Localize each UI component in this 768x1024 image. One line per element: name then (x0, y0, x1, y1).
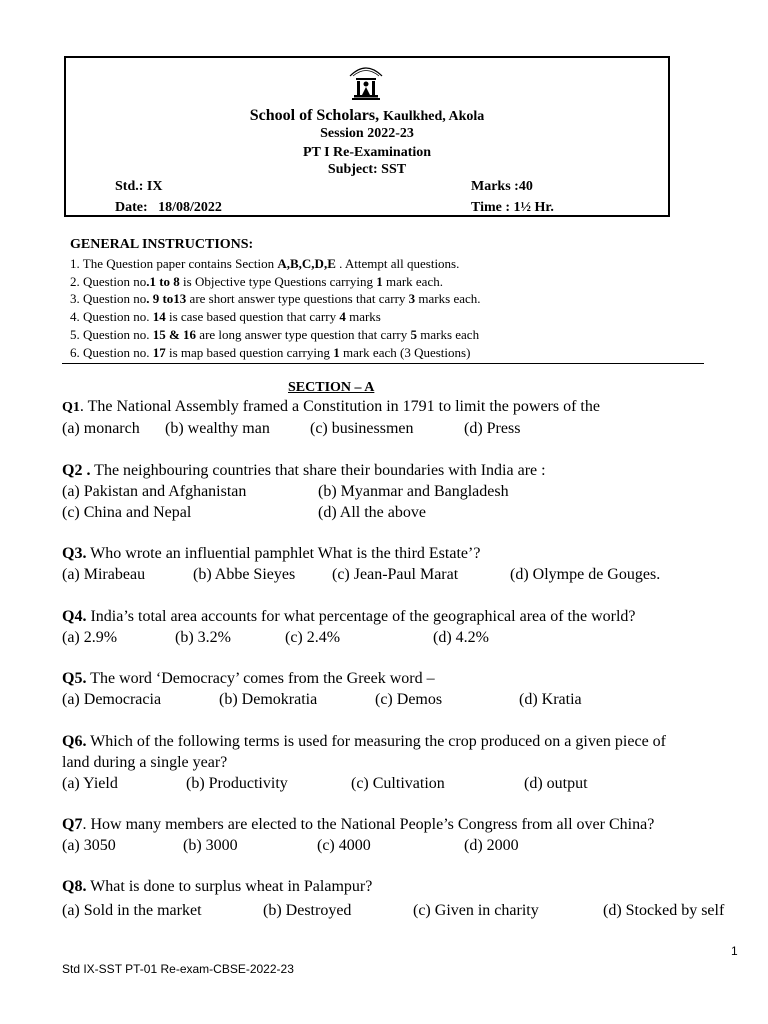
question-6: Q6. Which of the following terms is used for measuring the crop produced on a given piece of (62, 733, 666, 750)
question-3: Q3. Who wrote an influential pamphlet What is the third Estate’? (62, 545, 481, 562)
question-5: Q5. The word ‘Democracy’ comes from the Greek word – (62, 670, 435, 687)
q2-option-b: (b) Myanmar and Bangladesh (318, 483, 509, 500)
q7-option-d: (d) 2000 (464, 837, 519, 854)
q2-option-d: (d) All the above (318, 504, 426, 521)
standard: Std.: IX (115, 179, 163, 194)
instruction-item: 6. Question no. 17 is map based question carrying 1 mark each (3 Questions) (70, 345, 471, 360)
instruction-item: 1. The Question paper contains Section A,B,C,D,E . Attempt all questions. (70, 256, 460, 271)
question-2: Q2 . The neighbouring countries that share their boundaries with India are : (62, 462, 546, 479)
q1-option-a: (a) monarch (62, 420, 140, 437)
q6-option-a: (a) Yield (62, 775, 118, 792)
subject: Subject: SST (327, 162, 407, 177)
exam-date: Date: 18/08/2022 (115, 200, 222, 215)
section-a-title: SECTION – A (288, 380, 375, 395)
question-1: Q1. The National Assembly framed a Constitution in 1791 to limit the powers of the (62, 398, 600, 415)
page-number: 1 (731, 944, 738, 958)
q2-option-a: (a) Pakistan and Afghanistan (62, 483, 247, 500)
instruction-item: 2. Question no.1 to 8 is Objective type Questions carrying 1 mark each. (70, 274, 443, 289)
session: Session 2022-23 (320, 126, 414, 141)
school-crest-icon (344, 62, 388, 102)
q5-option-c: (c) Demos (375, 691, 443, 708)
q8-option-b: (b) Destroyed (263, 902, 352, 919)
q4-option-d: (d) 4.2% (433, 629, 489, 646)
school-name: School of Scholars, (249, 107, 380, 124)
q6-option-d: (d) output (524, 775, 588, 792)
question-8: Q8. What is done to surplus wheat in Palampur? (62, 878, 373, 895)
question-7: Q7. How many members are elected to the National People’s Congress from all over China? (62, 816, 655, 833)
exam-header-box (64, 56, 670, 217)
exam-name: PT I Re-Examination (302, 145, 432, 160)
question-6-continuation: land during a single year? (62, 754, 228, 771)
school-title (66, 107, 668, 125)
q4-option-c: (c) 2.4% (285, 629, 341, 646)
q3-option-c: (c) Jean-Paul Marat (332, 566, 459, 583)
q4-option-b: (b) 3.2% (175, 629, 231, 646)
q2-option-c: (c) China and Nepal (62, 504, 192, 521)
q7-option-a: (a) 3050 (62, 837, 116, 854)
footer-doc-id: Std IX-SST PT-01 Re-exam-CBSE-2022-23 (62, 962, 294, 976)
instructions-title: GENERAL INSTRUCTIONS: (70, 237, 254, 252)
q8-option-a: (a) Sold in the market (62, 902, 202, 919)
q3-option-d: (d) Olympe de Gouges. (510, 566, 661, 583)
q5-option-a: (a) Democracia (62, 691, 162, 708)
max-marks: Marks :40 (471, 179, 533, 194)
q1-option-d: (d) Press (464, 420, 521, 437)
q6-option-c: (c) Cultivation (351, 775, 445, 792)
q1-option-c: (c) businessmen (310, 420, 414, 437)
school-location: Kaulkhed, Akola (383, 109, 485, 124)
exam-time: Time : 1½ Hr. (471, 200, 554, 215)
q1-option-b: (b) wealthy man (165, 420, 270, 437)
q7-option-b: (b) 3000 (183, 837, 238, 854)
q8-option-c: (c) Given in charity (413, 902, 539, 919)
instructions-divider (62, 363, 704, 364)
q4-option-a: (a) 2.9% (62, 629, 118, 646)
instruction-item: 5. Question no. 15 & 16 are long answer type question that carry 5 marks each (70, 327, 480, 342)
q6-option-b: (b) Productivity (186, 775, 288, 792)
instruction-item: 3. Question no. 9 to13 are short answer type questions that carry 3 marks each. (70, 291, 481, 306)
q3-option-b: (b) Abbe Sieyes (193, 566, 296, 583)
q8-option-d: (d) Stocked by self (603, 902, 725, 919)
q5-option-d: (d) Kratia (519, 691, 582, 708)
question-4: Q4. India’s total area accounts for what percentage of the geographical area of the world? (62, 608, 636, 625)
instruction-item: 4. Question no. 14 is case based question that carry 4 marks (70, 309, 381, 324)
q7-option-c: (c) 4000 (317, 837, 371, 854)
q3-option-a: (a) Mirabeau (62, 566, 146, 583)
q5-option-b: (b) Demokratia (219, 691, 318, 708)
